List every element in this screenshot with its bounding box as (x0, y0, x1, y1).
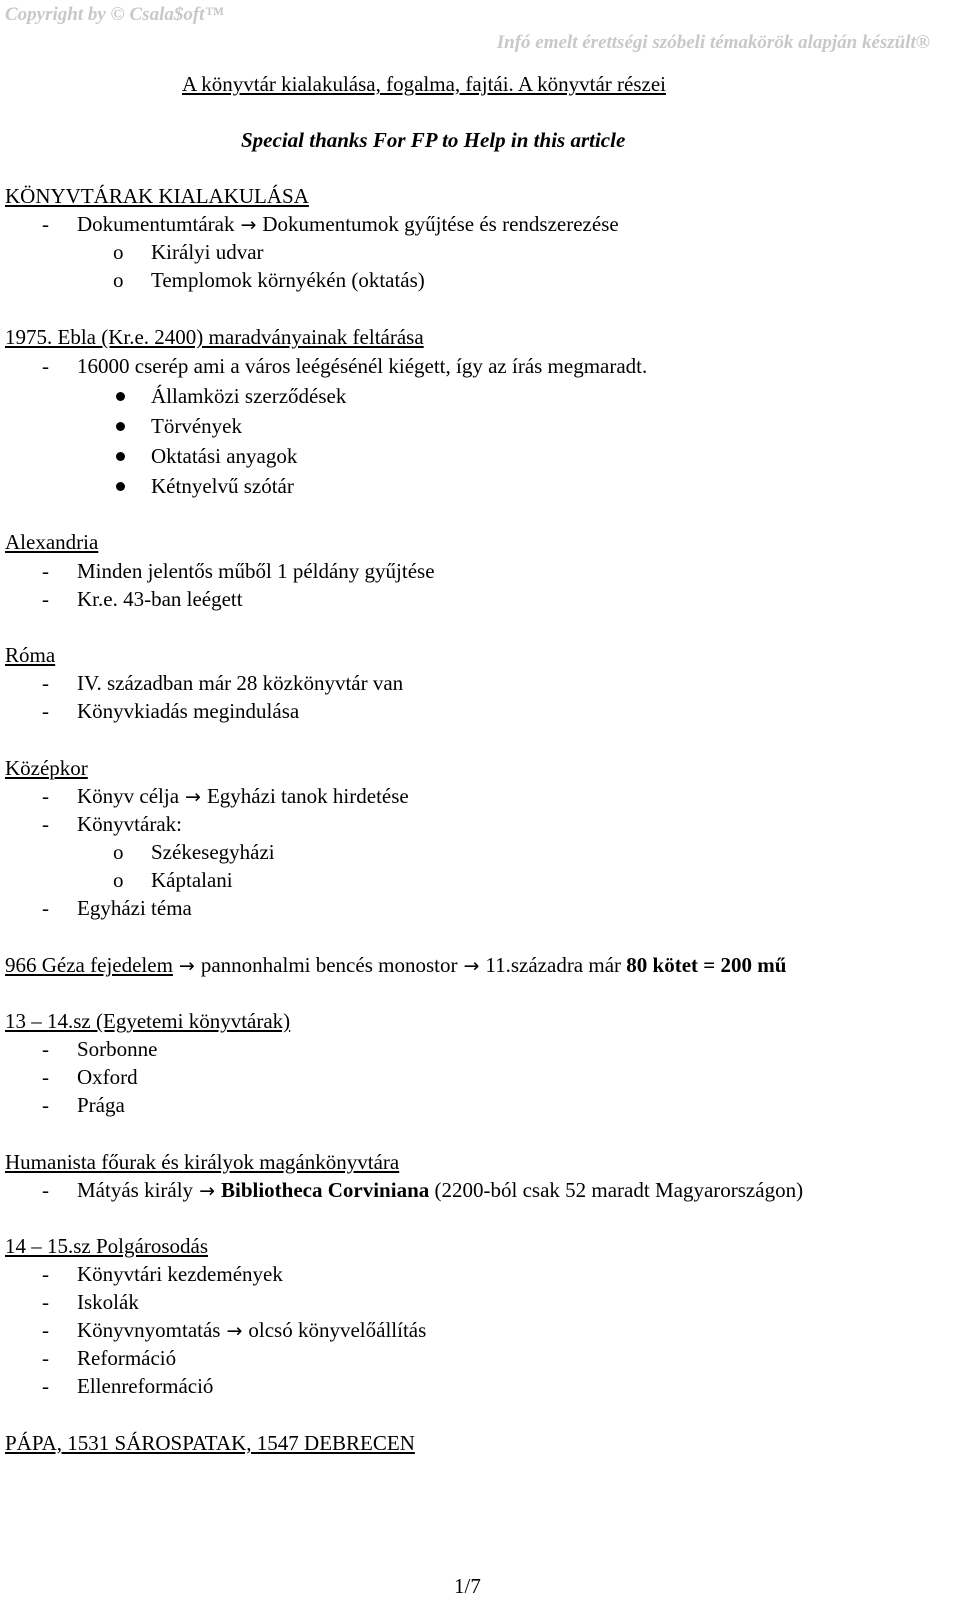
list-item: Prága (77, 1093, 125, 1117)
dash-marker: - (42, 587, 49, 611)
section-heading-kozepkor: Középkor (5, 756, 88, 780)
list-item: Kr.e. 43-ban leégett (77, 587, 243, 611)
dash-marker: - (42, 1290, 49, 1314)
arrow-icon: → (178, 955, 195, 977)
list-item (77, 214, 619, 235)
section-heading-kialakulas: KÖNYVTÁRAK KIALAKULÁSA (5, 184, 309, 208)
page-number: 1/7 (454, 1574, 481, 1598)
section-heading-ebla: 1975. Ebla (Kr.e. 2400) maradványainak feltárása (5, 325, 424, 349)
arrow-icon: → (199, 1180, 215, 1202)
section-heading-egyetemi: 13 – 14.sz (Egyetemi könyvtárak) (5, 1009, 291, 1033)
list-item: Egyházi téma (77, 896, 192, 920)
dash-marker: - (42, 1065, 49, 1089)
dash-marker: - (42, 212, 49, 236)
dash-marker: - (42, 559, 49, 583)
dash-marker: - (42, 671, 49, 695)
list-text: Dokumentumtárak (77, 212, 235, 236)
geza-text: pannonhalmi bencés monostor (200, 953, 458, 977)
arrow-icon: → (226, 1320, 243, 1342)
bullet-icon (116, 452, 125, 461)
list-item: Iskolák (77, 1290, 139, 1314)
copyright-notice: Copyright by © Csala$oft™ (5, 4, 224, 25)
list-item (77, 786, 409, 807)
arrow-icon: → (463, 955, 480, 977)
dash-marker: - (42, 1374, 49, 1398)
bullet-icon (116, 422, 125, 431)
sub-item: Székesegyházi (151, 840, 275, 864)
list-item: Könyvtárak: (77, 812, 182, 836)
arrow-icon: → (185, 786, 201, 808)
page-title: A könyvtár kialakulása, fogalma, fajtái. A könyvtár részei (182, 72, 667, 96)
dash-marker: - (42, 784, 49, 808)
list-item: Könyvkiadás megindulása (77, 699, 300, 723)
list-item (77, 1320, 426, 1341)
list-item: Reformáció (77, 1346, 177, 1370)
bullet-icon (116, 392, 125, 401)
sub-item: Káptalani (151, 868, 233, 892)
list-item: Sorbonne (77, 1037, 158, 1061)
dash-marker: - (42, 1346, 49, 1370)
dash-marker: - (42, 354, 49, 378)
bullet-item: Oktatási anyagok (151, 444, 298, 468)
dash-marker: - (42, 1093, 49, 1117)
geza-line (5, 955, 786, 976)
list-text: Mátyás király (77, 1178, 194, 1202)
sub-marker: o (113, 240, 124, 264)
list-item: Ellenreformáció (77, 1374, 214, 1398)
bullet-item: Törvények (151, 414, 242, 438)
list-text: (2200-ból csak 52 maradt Magyarországon) (429, 1178, 804, 1202)
section-heading-roma: Róma (5, 643, 56, 667)
dash-marker: - (42, 1037, 49, 1061)
section-heading-humanista: Humanista főurak és királyok magánkönyvtára (5, 1150, 400, 1174)
geza-bold: 80 kötet = 200 mű (626, 953, 787, 977)
list-item: IV. században már 28 közkönyvtár van (77, 671, 404, 695)
bullet-item: Kétnyelvű szótár (151, 474, 294, 498)
list-item: Minden jelentős műből 1 példány gyűjtése (77, 559, 435, 583)
dash-marker: - (42, 1318, 49, 1342)
sub-item: Templomok környékén (oktatás) (151, 268, 425, 292)
list-text: Egyházi tanok hirdetése (206, 784, 409, 808)
list-bold: Bibliotheca Corviniana (220, 1178, 430, 1202)
arrow-icon: → (240, 214, 257, 236)
geza-heading: 966 Géza fejedelem (5, 953, 173, 977)
sub-marker: o (113, 868, 124, 892)
list-text: Dokumentumok gyűjtése és rendszerezése (262, 212, 619, 236)
list-item: Könyvtári kezdemények (77, 1262, 283, 1286)
header-subtitle: Infó emelt érettségi szóbeli témakörök alapján készült® (496, 32, 930, 53)
dash-marker: - (42, 1178, 49, 1202)
list-item (77, 1180, 803, 1201)
list-text: Könyv célja (77, 784, 180, 808)
list-text: Könyvnyomtatás (77, 1318, 221, 1342)
section-heading-polgar: 14 – 15.sz Polgárosodás (5, 1234, 208, 1258)
dash-marker: - (42, 1262, 49, 1286)
bullet-icon (116, 482, 125, 491)
section-heading-papa: PÁPA, 1531 SÁROSPATAK, 1547 DEBRECEN (5, 1431, 415, 1455)
thanks-line: Special thanks For FP to Help in this article (241, 128, 626, 152)
geza-text: 11.századra már (485, 953, 627, 977)
dash-marker: - (42, 896, 49, 920)
list-item: Oxford (77, 1065, 138, 1089)
bullet-item: Államközi szerződések (151, 384, 347, 408)
sub-marker: o (113, 840, 124, 864)
list-item: 16000 cserép ami a város leégésénél kiégett, így az írás megmaradt. (77, 354, 648, 378)
dash-marker: - (42, 812, 49, 836)
sub-marker: o (113, 268, 124, 292)
section-heading-alexandria: Alexandria (5, 530, 99, 554)
dash-marker: - (42, 699, 49, 723)
sub-item: Királyi udvar (151, 240, 264, 264)
list-text: olcsó könyvelőállítás (248, 1318, 427, 1342)
